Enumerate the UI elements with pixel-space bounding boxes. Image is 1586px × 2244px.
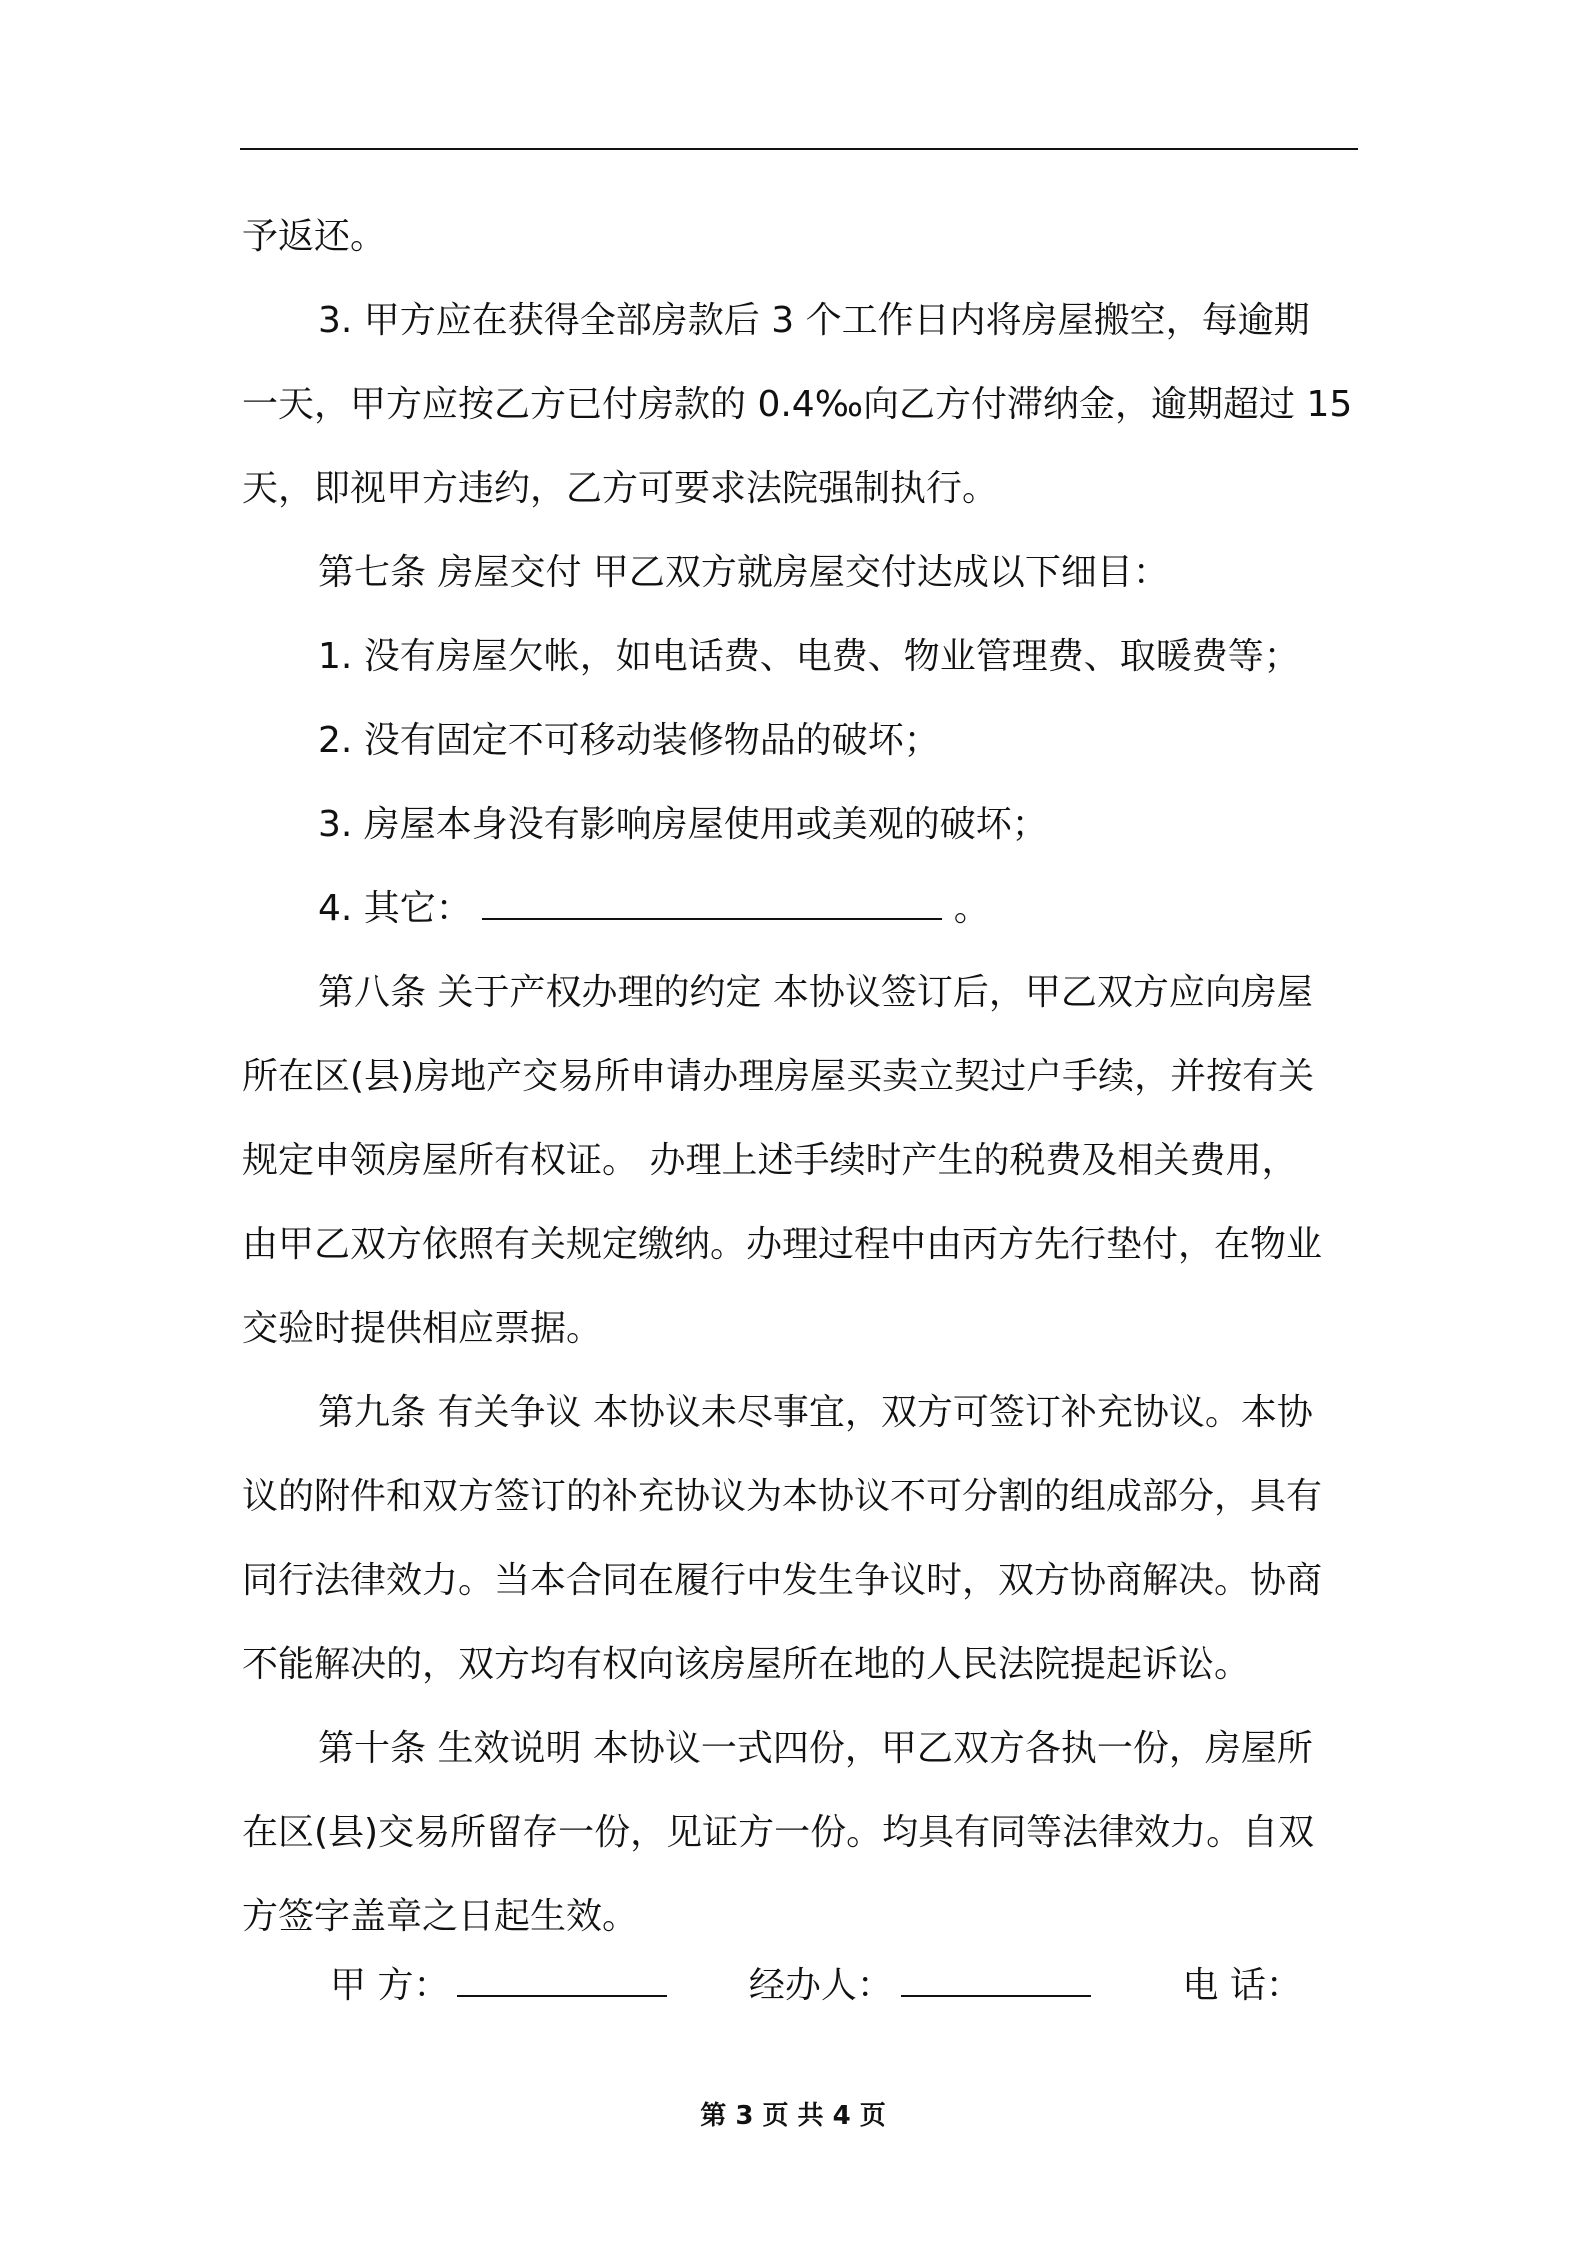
text-line: 由甲乙双方依照有关规定缴纳。办理过程中由丙方先行垫付，在物业: [242, 1224, 1323, 1265]
text-line: 在区(县)交易所留存一份，见证方一份。均具有同等法律效力。自双: [242, 1812, 1315, 1853]
text-line: 第十条 生效说明 本协议一式四份，甲乙双方各执一份，房屋所: [318, 1728, 1313, 1769]
header-rule: [240, 148, 1358, 150]
list-item: [242, 783, 1358, 867]
text-line: 议的附件和双方签订的补充协议为本协议不可分割的组成部分，具有: [242, 1476, 1323, 1517]
document-body: [242, 195, 1358, 1959]
text-line: 2. 没有固定不可移动装修物品的破坏；: [318, 720, 940, 761]
other-label: 4. 其它：: [318, 888, 472, 929]
text-line: 规定申领房屋所有权证。 办理上述手续时产生的税费及相关费用，: [242, 1140, 1298, 1181]
list-item-other: [242, 867, 1358, 951]
party-a-label: 甲 方：: [330, 1965, 450, 2006]
paragraph: [242, 279, 1358, 531]
text-line: 第九条 有关争议 本协议未尽事宜，双方可签订补充协议。本协: [318, 1392, 1313, 1433]
other-end-mark: 。: [953, 888, 990, 929]
article-7-heading: [242, 531, 1358, 615]
paragraph: [242, 195, 1358, 279]
list-item: [242, 615, 1358, 699]
text-line: 方签字盖章之日起生效。: [242, 1896, 639, 1937]
article-8: [242, 951, 1358, 1371]
text-line: 不能解决的，双方均有权向该房屋所在地的人民法院提起诉讼。: [242, 1644, 1251, 1685]
text-line: 第七条 房屋交付 甲乙双方就房屋交付达成以下细目：: [318, 552, 1169, 593]
agent-blank-field[interactable]: [901, 1961, 1091, 1997]
party-a-blank-field[interactable]: [457, 1961, 667, 1997]
phone-label: 电 话：: [1182, 1965, 1302, 2006]
list-item: [242, 699, 1358, 783]
other-blank-field[interactable]: [482, 884, 942, 920]
text-line: 天，即视甲方违约，乙方可要求法院强制执行。: [242, 468, 999, 509]
text-line: 3. 房屋本身没有影响房屋使用或美观的破坏；: [318, 804, 1048, 845]
article-10: [242, 1707, 1358, 1959]
article-9: [242, 1371, 1358, 1707]
text-line: 同行法律效力。当本合同在履行中发生争议时，双方协商解决。协商: [242, 1560, 1323, 1601]
text-line: 交验时提供相应票据。: [242, 1308, 603, 1349]
page-number: 第 3 页 共 4 页: [700, 2101, 886, 2131]
text-line: 所在区(县)房地产交易所申请办理房屋买卖立契过户手续，并按有关: [242, 1056, 1315, 1097]
text-line: 3. 甲方应在获得全部房款后 3 个工作日内将房屋搬空，每逾期: [318, 300, 1310, 341]
agent-label: 经办人：: [748, 1965, 893, 2006]
text-line: 1. 没有房屋欠帐，如电话费、电费、物业管理费、取暖费等；: [318, 636, 1300, 677]
signature-row: [330, 1956, 1360, 2016]
text-line: 予返还。: [242, 216, 387, 257]
text-line: 第八条 关于产权办理的约定 本协议签订后，甲乙双方应向房屋: [318, 972, 1313, 1013]
text-line: 一天，甲方应按乙方已付房款的 0.4‰向乙方付滞纳金，逾期超过 15: [242, 384, 1353, 425]
